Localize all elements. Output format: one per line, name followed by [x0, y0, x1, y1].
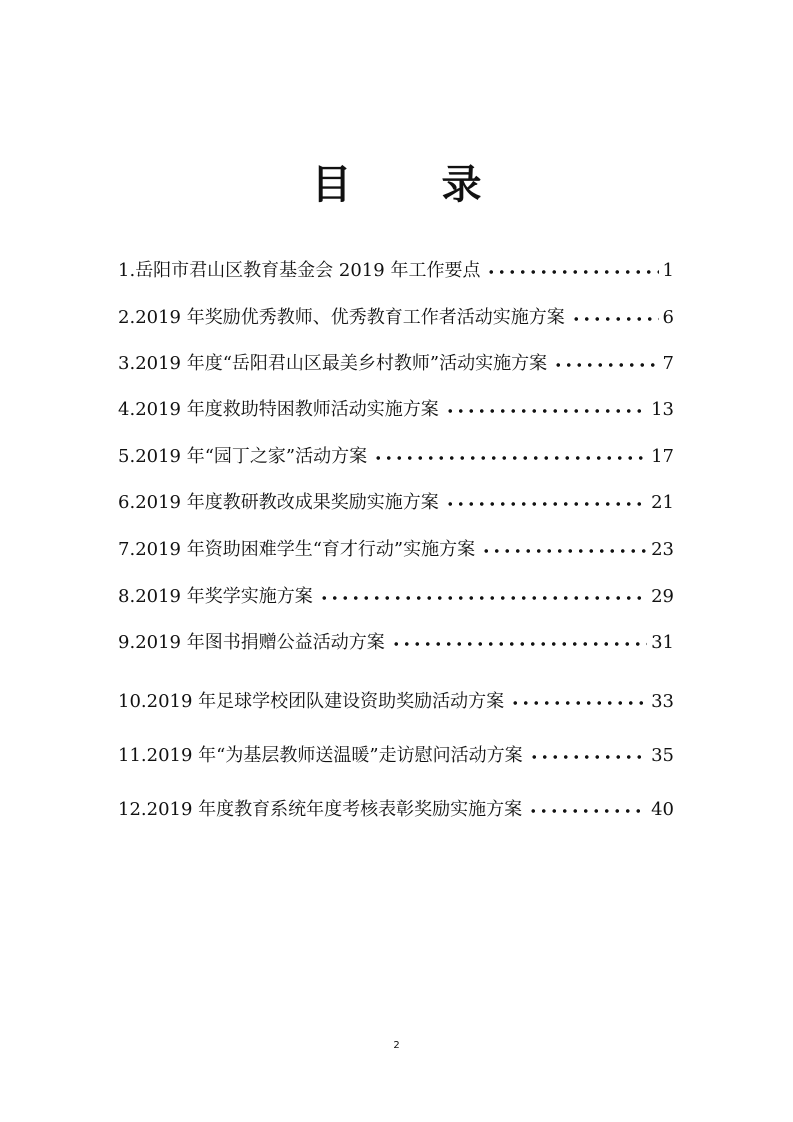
toc-entry-page: 6	[662, 307, 674, 328]
toc-entry-title: 2019 年度“岳阳君山区最美乡村教师”活动实施方案	[135, 353, 548, 374]
toc-entry-page: 17	[651, 446, 674, 467]
toc-entry-page: 7	[662, 353, 674, 374]
dot-leader	[445, 408, 647, 414]
toc-entry-title: 2019 年“为基层教师送温暖”走访慰问活动方案	[146, 745, 523, 766]
toc-entry-number: 6.	[118, 492, 136, 513]
toc-entry-6[interactable]	[118, 488, 674, 518]
toc-entry-page: 35	[651, 745, 674, 766]
toc-entry-title: 岳阳市君山区教育基金会 2019 年工作要点	[135, 260, 481, 281]
toc-entry-1[interactable]	[118, 256, 674, 286]
toc-entry-10[interactable]	[118, 687, 674, 717]
toc-entry-9[interactable]	[118, 628, 674, 658]
toc-entry-page: 21	[651, 492, 674, 513]
toc-entry-title: 2019 年度救助特困教师活动实施方案	[135, 399, 439, 420]
dot-leader	[553, 362, 658, 368]
toc-entry-page: 29	[651, 586, 674, 607]
toc-entry-7[interactable]	[118, 535, 674, 565]
toc-entry-title: 2019 年“园丁之家”活动方案	[135, 446, 368, 467]
dot-leader	[486, 269, 658, 275]
toc-entry-number: 9.	[118, 632, 136, 653]
toc-entry-page: 1	[662, 260, 674, 281]
dot-leader	[510, 700, 647, 706]
toc-entry-number: 11.	[118, 745, 147, 766]
toc-entry-12[interactable]	[118, 795, 674, 825]
toc-entry-title: 2019 年图书捐赠公益活动方案	[135, 632, 385, 653]
toc-entry-number: 8.	[118, 586, 136, 607]
dot-leader	[445, 501, 647, 507]
dot-leader	[529, 754, 648, 760]
toc-entry-4[interactable]	[118, 395, 674, 425]
dot-leader	[481, 548, 647, 554]
page-title: 目 录	[311, 161, 520, 208]
toc-entry-title: 2019 年足球学校团队建设资助奖励活动方案	[146, 691, 505, 712]
dot-leader	[319, 595, 647, 601]
toc-entry-page: 33	[651, 691, 674, 712]
toc-entry-2[interactable]	[118, 303, 674, 333]
toc-entry-number: 3.	[118, 353, 136, 374]
toc-entry-title: 2019 年资助困难学生“育才行动”实施方案	[135, 539, 476, 560]
dot-leader	[528, 808, 647, 814]
toc-entry-title: 2019 年奖学实施方案	[135, 586, 313, 607]
toc-entry-page: 31	[651, 632, 674, 653]
toc-entry-title: 2019 年度教研教改成果奖励实施方案	[135, 492, 439, 513]
toc-entry-number: 2.	[118, 307, 136, 328]
dot-leader	[391, 641, 647, 647]
toc-entry-number: 1.	[118, 260, 136, 281]
toc-entry-page: 23	[651, 539, 674, 560]
page-number: 2	[393, 1040, 400, 1051]
toc-entry-number: 5.	[118, 446, 136, 467]
dot-leader	[373, 455, 647, 461]
toc-entry-page: 13	[651, 399, 674, 420]
toc-entry-8[interactable]	[118, 582, 674, 612]
toc-entry-number: 12.	[118, 799, 147, 820]
toc-entry-3[interactable]	[118, 349, 674, 379]
toc-entry-page: 40	[651, 799, 674, 820]
toc-entry-title: 2019 年度教育系统年度考核表彰奖励实施方案	[146, 799, 523, 820]
toc-entry-number: 10.	[118, 691, 147, 712]
toc-entry-number: 4.	[118, 399, 136, 420]
toc-entry-11[interactable]	[118, 741, 674, 771]
toc-entry-title: 2019 年奖励优秀教师、优秀教育工作者活动实施方案	[135, 307, 565, 328]
toc-entry-number: 7.	[118, 539, 136, 560]
dot-leader	[571, 316, 659, 322]
toc-entry-5[interactable]	[118, 442, 674, 472]
